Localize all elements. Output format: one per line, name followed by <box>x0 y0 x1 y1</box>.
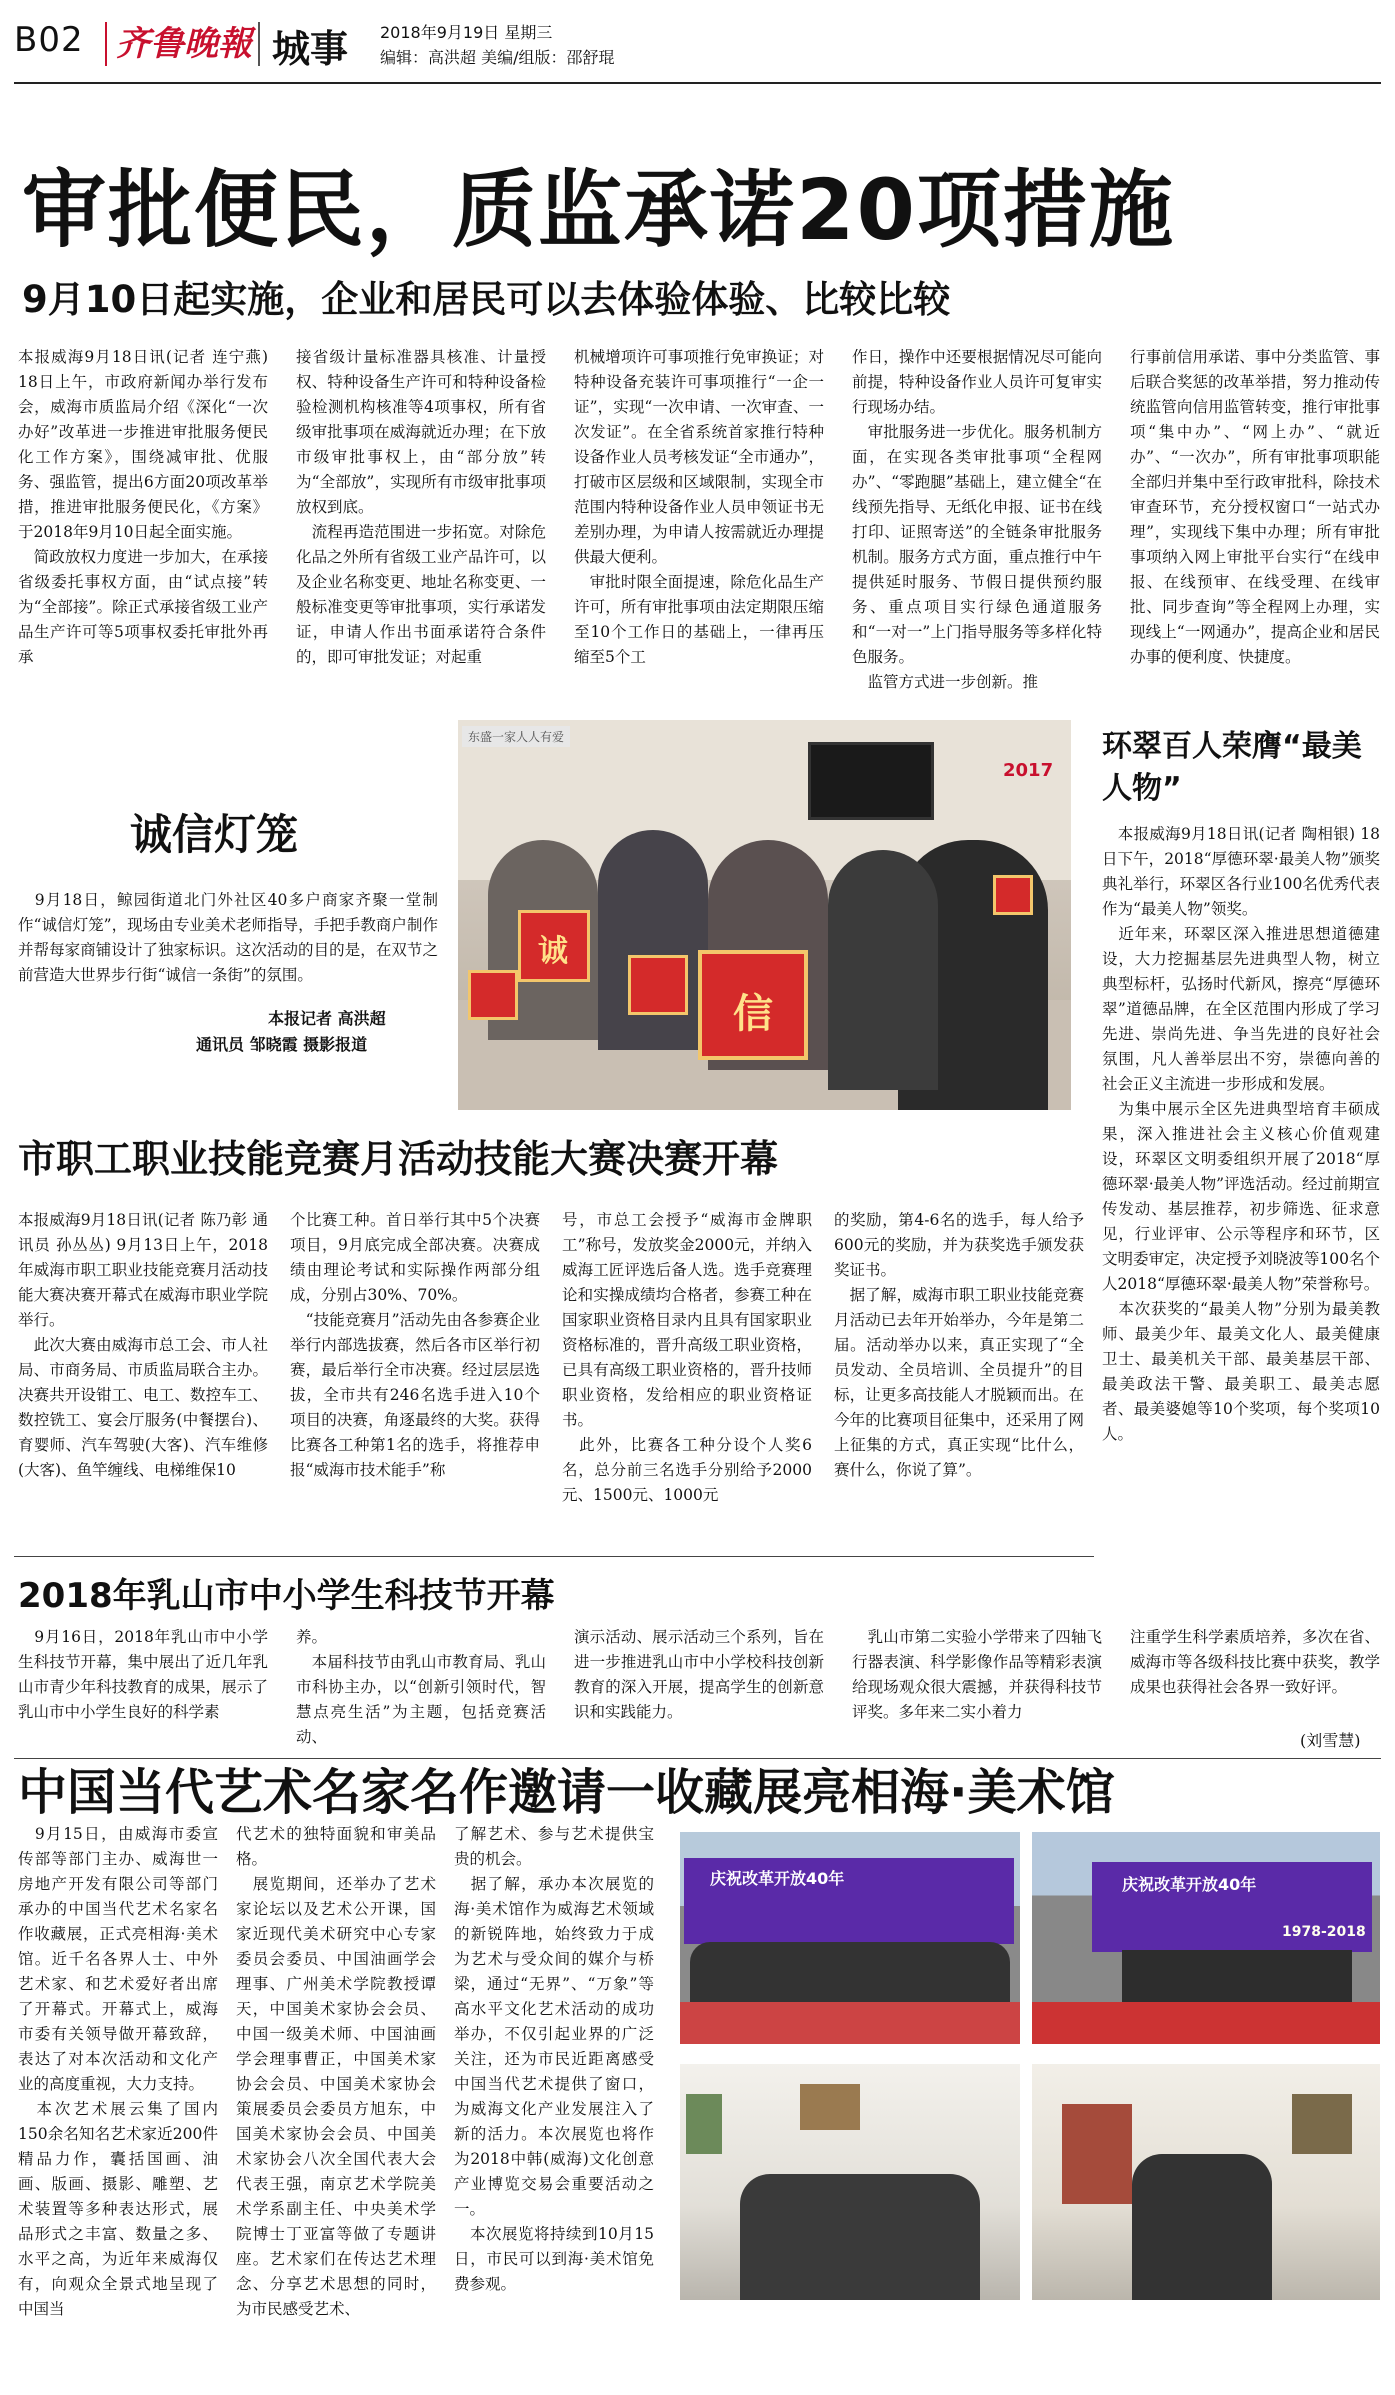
art-column-2: 代艺术的独特面貌和审美品格。 展览期间，还举办了艺术家论坛以及艺术公开课，国家近现代美术研究中心专家委员会委员、中国油画学会理事、广州美术学院教授谭天，中国美术家协会会员、中国一级美术师、中国油画学会理事曹正，中国美术家协会会员、中国美术家协会策展委员会委员方旭东，中国美术家协会会员、中国美术家协会八次全国代表大会代表王强，南京艺术学院美术学系副主任、中央美术学院博士丁亚富等做了专题讲座。艺术家们在传达艺术理念、分享艺术思想的同时，为市民感受艺术、 <box>236 1825 436 2318</box>
photo-painting <box>1292 2094 1352 2154</box>
lantern-icon <box>628 955 688 1015</box>
lantern-credit-1: 本报记者 高洪超 <box>268 1009 386 1028</box>
page-code: B02 <box>14 20 84 60</box>
science-column-1: 9月16日，2018年乳山市中小学生科技节开幕，集中展出了近几年乳山市青少年科技教育的成果，展示了乳山市中小学生良好的科学素 <box>18 1628 268 1721</box>
skills-column-4: 的奖励，第4-6名的选手，每人给予600元的奖励，并为获奖选手颁发获奖证书。 据了解，威海市职工职业技能竞赛月活动已去年开始举办，今年是第二届。活动举办以来，真正实现了“全员发动、全员培训、全员提升”的目标，让更多高技能人才脱颖而出。在今年的比赛项目征集中，还采用了网上征集的方式，真正实现“比什么，赛什么，你说了算”。 <box>834 1211 1084 1479</box>
skills-column-2: 个比赛工种。首日举行其中5个决赛项目，9月底完成全部决赛。决赛成绩由理论考试和实际操作两部分组成，分别占30%、70%。 “技能竞赛月”活动先由各参赛企业举行内部选拔赛，然后各市区举行初赛，最后举行全市决赛。经过层层选拔，全市共有246名选手进入10个项目的决赛，角逐最终的大奖。获得比赛各工种第1名的选手，将推荐申报“威海市技术能手”称 <box>290 1211 540 1479</box>
lead-subhead: 9月10日起实施，企业和居民可以去体验体验、比较比较 <box>22 278 951 321</box>
editors-line: 编辑：高洪超 美编/组版：邵舒琨 <box>380 48 615 67</box>
lantern-char: 信 <box>733 991 773 1037</box>
science-column-4: 乳山市第二实验小学带来了四轴飞行器表演、科学影像作品等精彩表演给现场观众很大震撼，并获得科技节评奖。多年来二实小着力 <box>852 1628 1102 1721</box>
photo-painting <box>1062 2104 1132 2204</box>
art-column-1: 9月15日，由威海市委宣传部等部门主办、威海世一房地产开发有限公司等部门承办的中国当代艺术名家名作收藏展，正式亮相海·美术馆。近千名各界人士、中外艺术家、和艺术爱好者出席了开幕式。开幕式上，威海市委有关领导做开幕致辞，表达了对本次活动和文化产业的高度重视，大力支持。 本次艺术展云集了国内150余名知名艺术家近200件精品力作，囊括国画、油画、版画、摄影、雕塑、艺术装置等多种表达形式，展品形式之丰富、数量之多、水平之高，为近年来威海仅有，向观众全景式地呈现了中国当 <box>18 1825 218 2318</box>
photo-person <box>598 830 708 1050</box>
science-column-2: 养。 本届科技节由乳山市教育局、乳山市科协主办，以“创新引领时代，智慧点亮生活”为主题，包括竞赛活动、 <box>296 1628 546 1746</box>
photo-crowd <box>1122 1950 1352 2002</box>
photo-tv <box>808 742 934 820</box>
skills-headline: 市职工职业技能竞赛月活动技能大赛决赛开幕 <box>18 1137 779 1181</box>
photo-carpet <box>1032 2002 1380 2044</box>
lantern-body: 9月18日，鲸园街道北门外社区40多户商家齐聚一堂制作“诚信灯笼”，现场由专业美术老师指导，手把手教商户制作并帮每家商铺设计了独家标识。这次活动的目的是，在双节之前营造大世界步行街“诚信一条街”的氛围。 <box>18 891 438 984</box>
art-banner-1: 庆祝改革开放40年 <box>710 1869 845 1888</box>
photo-painting <box>800 2084 860 2130</box>
lead-column-4: 作日，操作中还要根据情况尽可能向前提，特种设备作业人员许可复审实行现场办结。 审批服务进一步优化。服务机制方面，在实现各类审批事项“全程网办”、“零跑腿”基础上，建立健全“在线预先指导、无纸化申报、证书在线打印、证照寄送”的全链条审批服务机制。服务方式方面，重点推行中午提供延时服务、节假日提供预约服务、重点项目实行绿色通道服务和“一对一”上门指导服务等多样化特色服务。 监管方式进一步创新。推 <box>852 348 1102 691</box>
science-headline: 2018年乳山市中小学生科技节开幕 <box>18 1576 555 1616</box>
science-byline: (刘雪慧) <box>1300 1731 1361 1750</box>
lead-column-1: 本报威海9月18日讯(记者 连宁燕) 18日上午，市政府新闻办举行发布会，威海市质监局介绍《深化“一次办好”改革进一步推进审批服务便民化工作方案》，围绕减审批、优服务、强监管，提出6方面20项改革举措，推进审批服务便民化，《方案》于2018年9月10日起全面实施。 简政放权力度进一步加大，在承接省级委托事权方面，由“试点接”转为“全部接”。除正式承接省级工业产品生产许可等5项事权委托审批外再承 <box>18 348 268 666</box>
photo-person <box>828 850 938 1090</box>
lead-column-5: 行事前信用承诺、事中分类监管、事后联合奖惩的改革举措，努力推动传统监管向信用监管转变，推行审批事项“集中办”、“网上办”、“就近办”、“一次办”，所有审批事项职能全部归并集中至行政审批科，除技术审查环节，充分授权窗口“一站式办理”，实现线下集中办理；所有审批事项纳入网上审批平台实行“在线申报、在线预审、在线受理、在线审批、同步查询”等全程网上办理，实现线上“一网通办”，提高企业和居民办事的便利度、快捷度。 <box>1130 348 1380 666</box>
lead-column-2: 接省级计量标准器具核准、计量授权、特种设备生产许可和特种设备检验检测机构核准等4项事权，所有省级审批事项在威海就近办理；在下放市级审批事权上，由“部分放”转为“全部放”，实现所有市级审批事项放权到底。 流程再造范围进一步拓宽。对除危化品之外所有省级工业产品许可，以及企业名称变更、地址名称变更、一般标准变更等审批事项，实行承诺发证，申请人作出书面承诺符合条件的，即可审批发证；对起重 <box>296 348 546 666</box>
lantern-credit-2: 通讯员 邹晓霞 摄影报道 <box>196 1035 368 1054</box>
art-photo-group <box>680 1832 1020 2044</box>
photo-carpet <box>680 2002 1020 2044</box>
header-divider-2 <box>258 22 260 66</box>
art-banner-2: 庆祝改革开放40年 <box>1122 1875 1257 1894</box>
model-body: 本报威海9月18日讯(记者 陶相银) 18日下午，2018“厚德环翠·最美人物”颁奖典礼举行，环翠区各行业100名优秀代表作为“最美人物”领奖。 近年来，环翠区深入推进思想道德建设，大力挖掘基层先进典型人物，树立典型标杆，弘扬时代新风，擦亮“厚德环翠”道德品牌，在全区范围内形成了学习先进、崇尚先进、争当先进的良好社会氛围，凡人善举层出不穷，崇德向善的社会正义主流进一步形成和发展。 为集中展示全区先进典型培育丰硕成果，深入推进社会主义核心价值观建设，环翠区文明委组织开展了2018“厚德环翠·最美人物”评选活动。经过前期宣传发动、基层推荐，初步筛选、征求意见，行业评审、公示等程序和环节，区文明委审定，决定授予刘晓波等100名个人2018“厚德环翠·最美人物”荣誉称号。 本次获奖的“最美人物”分别为最美教师、最美少年、最美文化人、最美健康卫士、最美机关干部、最美基层干部、最美政法干警、最美职工、最美志愿者、最美婆媳等10个奖项，每个奖项10人。 <box>1102 825 1380 1443</box>
art-photo-gallery-2 <box>1032 2064 1380 2300</box>
photo-painting <box>686 2094 722 2154</box>
lantern-icon <box>468 970 518 1020</box>
lantern-photo <box>458 720 1071 1110</box>
photo-visitors <box>740 2174 980 2300</box>
lantern-headline: 诚信灯笼 <box>130 810 299 859</box>
section-title: 城事 <box>272 27 349 71</box>
skills-column-3: 号，市总工会授予“威海市金牌职工”称号，发放奖金2000元，并纳入威海工匠评选后备人选。选手竞赛理论和实操成绩均合格者，参赛工种在国家职业资格目录内且具有国家职业资格标准的，晋升高级工职业资格，已具有高级工职业资格的，晋升技师职业资格，发给相应的职业资格证书。 此外，比赛各工种分设个人奖6名，总分前三名选手分别给予2000元、1500元、1000元 <box>562 1211 812 1504</box>
art-banner-years: 1978-2018 <box>1282 1924 1366 1940</box>
science-column-5: 注重学生科学素质培养，多次在省、威海市等各级科技比赛中获奖，教学成果也获得社会各界一致好评。 <box>1130 1628 1380 1696</box>
section-rule <box>14 1556 1094 1557</box>
art-column-3: 了解艺术、参与艺术提供宝贵的机会。 据了解，承办本次展览的海·美术馆作为威海艺术领域的新锐阵地，始终致力于成为艺术与受众间的媒介与桥梁，通过“无界”、“万象”等高水平文化艺术活动的成功举办，不仅引起业界的广泛关注，还为市民近距离感受中国当代艺术提供了窗口，为威海文化产业发展注入了新的活力。本次展览也将作为2018中韩(威海)文化创意产业博览交易会重要活动之一。 本次展览将持续到10月15日，市民可以到海·美术馆免费参观。 <box>454 1825 654 2293</box>
art-headline: 中国当代艺术名家名作邀请一收藏展亮相海·美术馆 <box>18 1764 1115 1821</box>
photo-visitors <box>1132 2154 1272 2300</box>
lantern-char: 诚 <box>538 934 568 969</box>
lead-headline: 审批便民，质监承诺20项措施 <box>22 161 1175 259</box>
photo-sign: 东盛一家人人有爱 <box>462 726 570 747</box>
date-line: 2018年9月19日 星期三 <box>380 23 553 42</box>
art-photo-gallery-1 <box>680 2064 1020 2300</box>
section-rule <box>14 1758 1381 1759</box>
header-divider <box>105 22 107 66</box>
lantern-icon <box>993 875 1033 915</box>
masthead-logo: 齐鲁晚報 <box>116 24 252 64</box>
art-photo-ribbon <box>1032 1832 1380 2044</box>
model-headline: 环翠百人荣膺“最美人物” <box>1102 729 1362 806</box>
science-column-3: 演示活动、展示活动三个系列，旨在进一步推进乳山市中小学校科技创新教育的深入开展，提高学生的创新意识和实践能力。 <box>574 1628 824 1721</box>
photo-crowd <box>690 1942 1010 2002</box>
photo-year: 2017 <box>1003 760 1054 781</box>
page-header <box>0 0 1395 80</box>
header-rule <box>14 82 1381 84</box>
skills-column-1: 本报威海9月18日讯(记者 陈乃彰 通讯员 孙丛丛) 9月13日上午，2018年威海市职工职业技能竞赛月活动技能大赛决赛开幕式在威海市职业学院举行。 此次大赛由威海市总工会、市人社局、市商务局、市质监局联合主办。决赛共开设钳工、电工、数控车工、数控铣工、宴会厅服务(中餐摆台)、育婴师、汽车驾驶(大客)、汽车维修(大客)、鱼竿缠线、电梯维保10 <box>18 1211 268 1479</box>
lead-column-3: 机械增项许可事项推行免审换证；对特种设备充装许可事项推行“一企一证”，实现“一次申请、一次审查、一次发证”。在全省系统首家推行特种设备作业人员考核发证“全市通办”，打破市区层级和区域限制，实现全市范围内特种设备作业人员申领证书无差别办理，为申请人按需就近办理提供最大便利。 审批时限全面提速，除危化品生产许可，所有审批事项由法定期限压缩至10个工作日的基础上，一律再压缩至5个工 <box>574 348 824 666</box>
